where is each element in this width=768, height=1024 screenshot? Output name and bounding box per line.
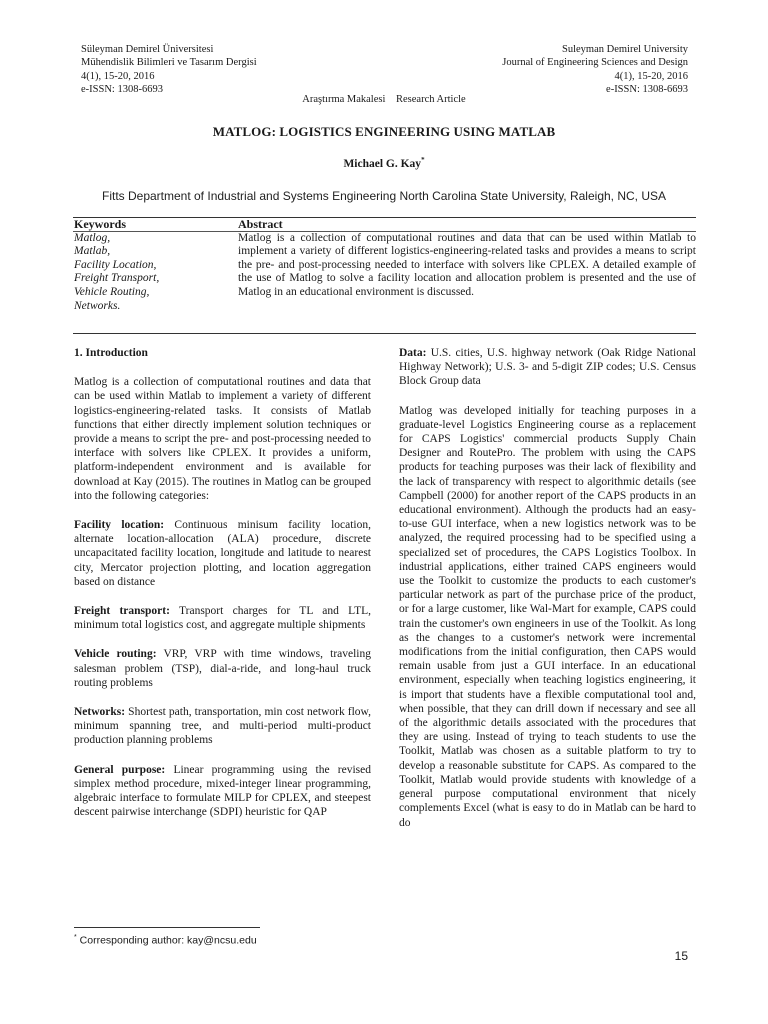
keywords-heading: Keywords (74, 217, 126, 231)
abstract-block (238, 218, 696, 300)
right-column (399, 346, 696, 845)
keyword: Matlog, (74, 231, 111, 244)
footnote-text: Corresponding author: kay@ncsu.edu (79, 934, 257, 947)
header-left-line: Mühendislik Bilimleri ve Tasarım Dergisi (81, 57, 257, 69)
page-number: 15 (674, 949, 688, 963)
header-left-line: 4(1), 15-20, 2016 (81, 70, 155, 82)
keywords-list (74, 232, 234, 314)
header-left-line: e-ISSN: 1308-6693 (81, 84, 163, 96)
author-footnote-mark: * (421, 156, 425, 164)
article-type (0, 94, 768, 105)
author-name: Michael G. Kay (343, 157, 422, 170)
category-text: Continuous minisum facility location, alternate location-allocation (ALA) procedure, discrete uncapacitated facility location, longitude and latitude to nearest city, Mercator projection plotting, and location aggregation based on distance (74, 519, 372, 588)
keyword: Vehicle Routing, (74, 285, 150, 298)
category-paragraph (74, 763, 371, 820)
paper-title: MATLOG: LOGISTICS ENGINEERING USING MATLAB (212, 124, 556, 139)
category-text: Linear programming using the revised simplex method procedure, mixed-integer linear programming, algebraic interface to formulate MILP for CPLEX, and steepest descent pairwise interchange (SDPI) heuristic for QAP (74, 763, 371, 819)
intro-paragraph: Matlog is a collection of computational routines and data that can be used within Matlab to implement a variety of different logistics-engineering-related tasks. It consists of Matlab functions that either directly implement solution techniques or provide a means to script the pre- and post-processing needed to interface with solvers like CPLEX. It provides a uniform, platform-independent environment and is available for download at Kay (2015). The routines in Matlog can be grouped into the following categories: (74, 376, 371, 502)
category-text: Shortest path, transportation, min cost network flow, minimum spanning tree, and multi-period multi-product production planning problems (74, 706, 371, 747)
article-type-en: Research Article (396, 94, 466, 105)
abstract-heading: Abstract (238, 217, 283, 231)
keywords-block (74, 218, 234, 313)
category-label: Vehicle routing: (74, 648, 157, 661)
header-right-line: e-ISSN: 1308-6693 (606, 84, 688, 96)
footnote-mark: * (74, 934, 77, 941)
keyword: Freight Transport, (74, 272, 160, 285)
category-paragraph (74, 705, 371, 748)
header-right-line: Suleyman Demirel University (562, 44, 688, 55)
header-right (502, 43, 688, 97)
left-column (74, 346, 371, 834)
category-paragraph (74, 647, 371, 690)
category-paragraph (74, 518, 371, 589)
table-rule-bottom (73, 333, 696, 334)
category-paragraph (74, 604, 371, 632)
abstract-text: Matlog is a collection of computational routines and data that can be used within Matlab to implement a variety of different logistics-engineering-related tasks and provides a means to script the pre- and post-processing needed to interface with solvers like CPLEX. A detailed example of the use of Matlog to solve a facility location and allocation problem is presented and the use of Matlog in an educational environment is discussed. (238, 231, 696, 298)
affiliation: Fitts Department of Industrial and Systems Engineering North Carolina State University, Raleigh, NC, USA (101, 189, 667, 203)
category-label: Data: (399, 347, 427, 359)
author (0, 156, 768, 170)
header-left (81, 43, 257, 97)
keyword: Facility Location, (74, 258, 157, 271)
header-left-line: Süleyman Demirel Üniversitesi (81, 44, 214, 55)
category-paragraph (399, 346, 696, 389)
category-label: Networks: (74, 706, 126, 719)
category-text: U.S. cities, U.S. highway network (Oak Ridge National Highway Network); U.S. 3- and 5-digit ZIP codes; U.S. Census Block Group data (399, 347, 696, 388)
footnote-rule (74, 927, 260, 928)
category-label: Facility location: (74, 519, 165, 532)
article-type-tr: Araştırma Makalesi (302, 94, 386, 105)
keyword: Matlab, (74, 245, 111, 258)
section-heading: 1. Introduction (74, 347, 148, 359)
footnote (74, 934, 257, 947)
body-paragraph: Matlog was developed initially for teaching purposes in a graduate-level Logistics Engineering course as a replacement for CAPS Logistics' commercial products Supply Chain Designer and RoutePro. The problem with using the CAPS products for teaching purposes was their lack of flexibility and the lack of transparency with respect to algorithmic details (see Campbell (2000) for another report of the CAPS products in an educational environment). Although the products had an easy-to-use GUI interface, when a new logistics network was to be analyzed, the required processing had to be specified using a specialized set of procedures, the CAPS Logistics Toolbox. In industrial applications, either trained CAPS engineers would use the Toolkit to customize the products to each customer's particular network as part of the purchase price of the product, or for a large customer, like Wal-Mart for example, CAPS could train the customer's own engineers in use of the Toolkit. As long as the changes to a customer's network were incremental modifications from the initial configuration, then CAPS would remain usable from just a GUI interface. In an educational environment, especially when teaching logistics engineering, it is import that students have a flexible computational tool and, when possible, that they can drill down if necessary and see all of the algorithmic details associated with the procedures that they are using. Instead of trying to teach students to use the Toolkit, Matlab was chosen as a suitable platform to try to develop a reasonable substitute for CAPS. As compared to the Toolkit, Matlab would provide students with knowledge of a general purpose computational environment that nicely complements Excel (what is easy to do in Matlab can be hard to do (399, 404, 696, 829)
category-label: General purpose: (74, 763, 166, 776)
category-label: Freight transport: (74, 605, 170, 618)
keyword: Networks. (74, 299, 121, 312)
header-right-line: 4(1), 15-20, 2016 (614, 70, 688, 82)
category-text: VRP, VRP with time windows, traveling salesman problem (TSP), dial-a-ride, and long-haul truck routing problems (74, 648, 371, 689)
category-text: Transport charges for TL and LTL, minimum total logistics cost, and aggregate multiple shipments (74, 605, 371, 632)
header-right-line: Journal of Engineering Sciences and Design (502, 57, 688, 69)
